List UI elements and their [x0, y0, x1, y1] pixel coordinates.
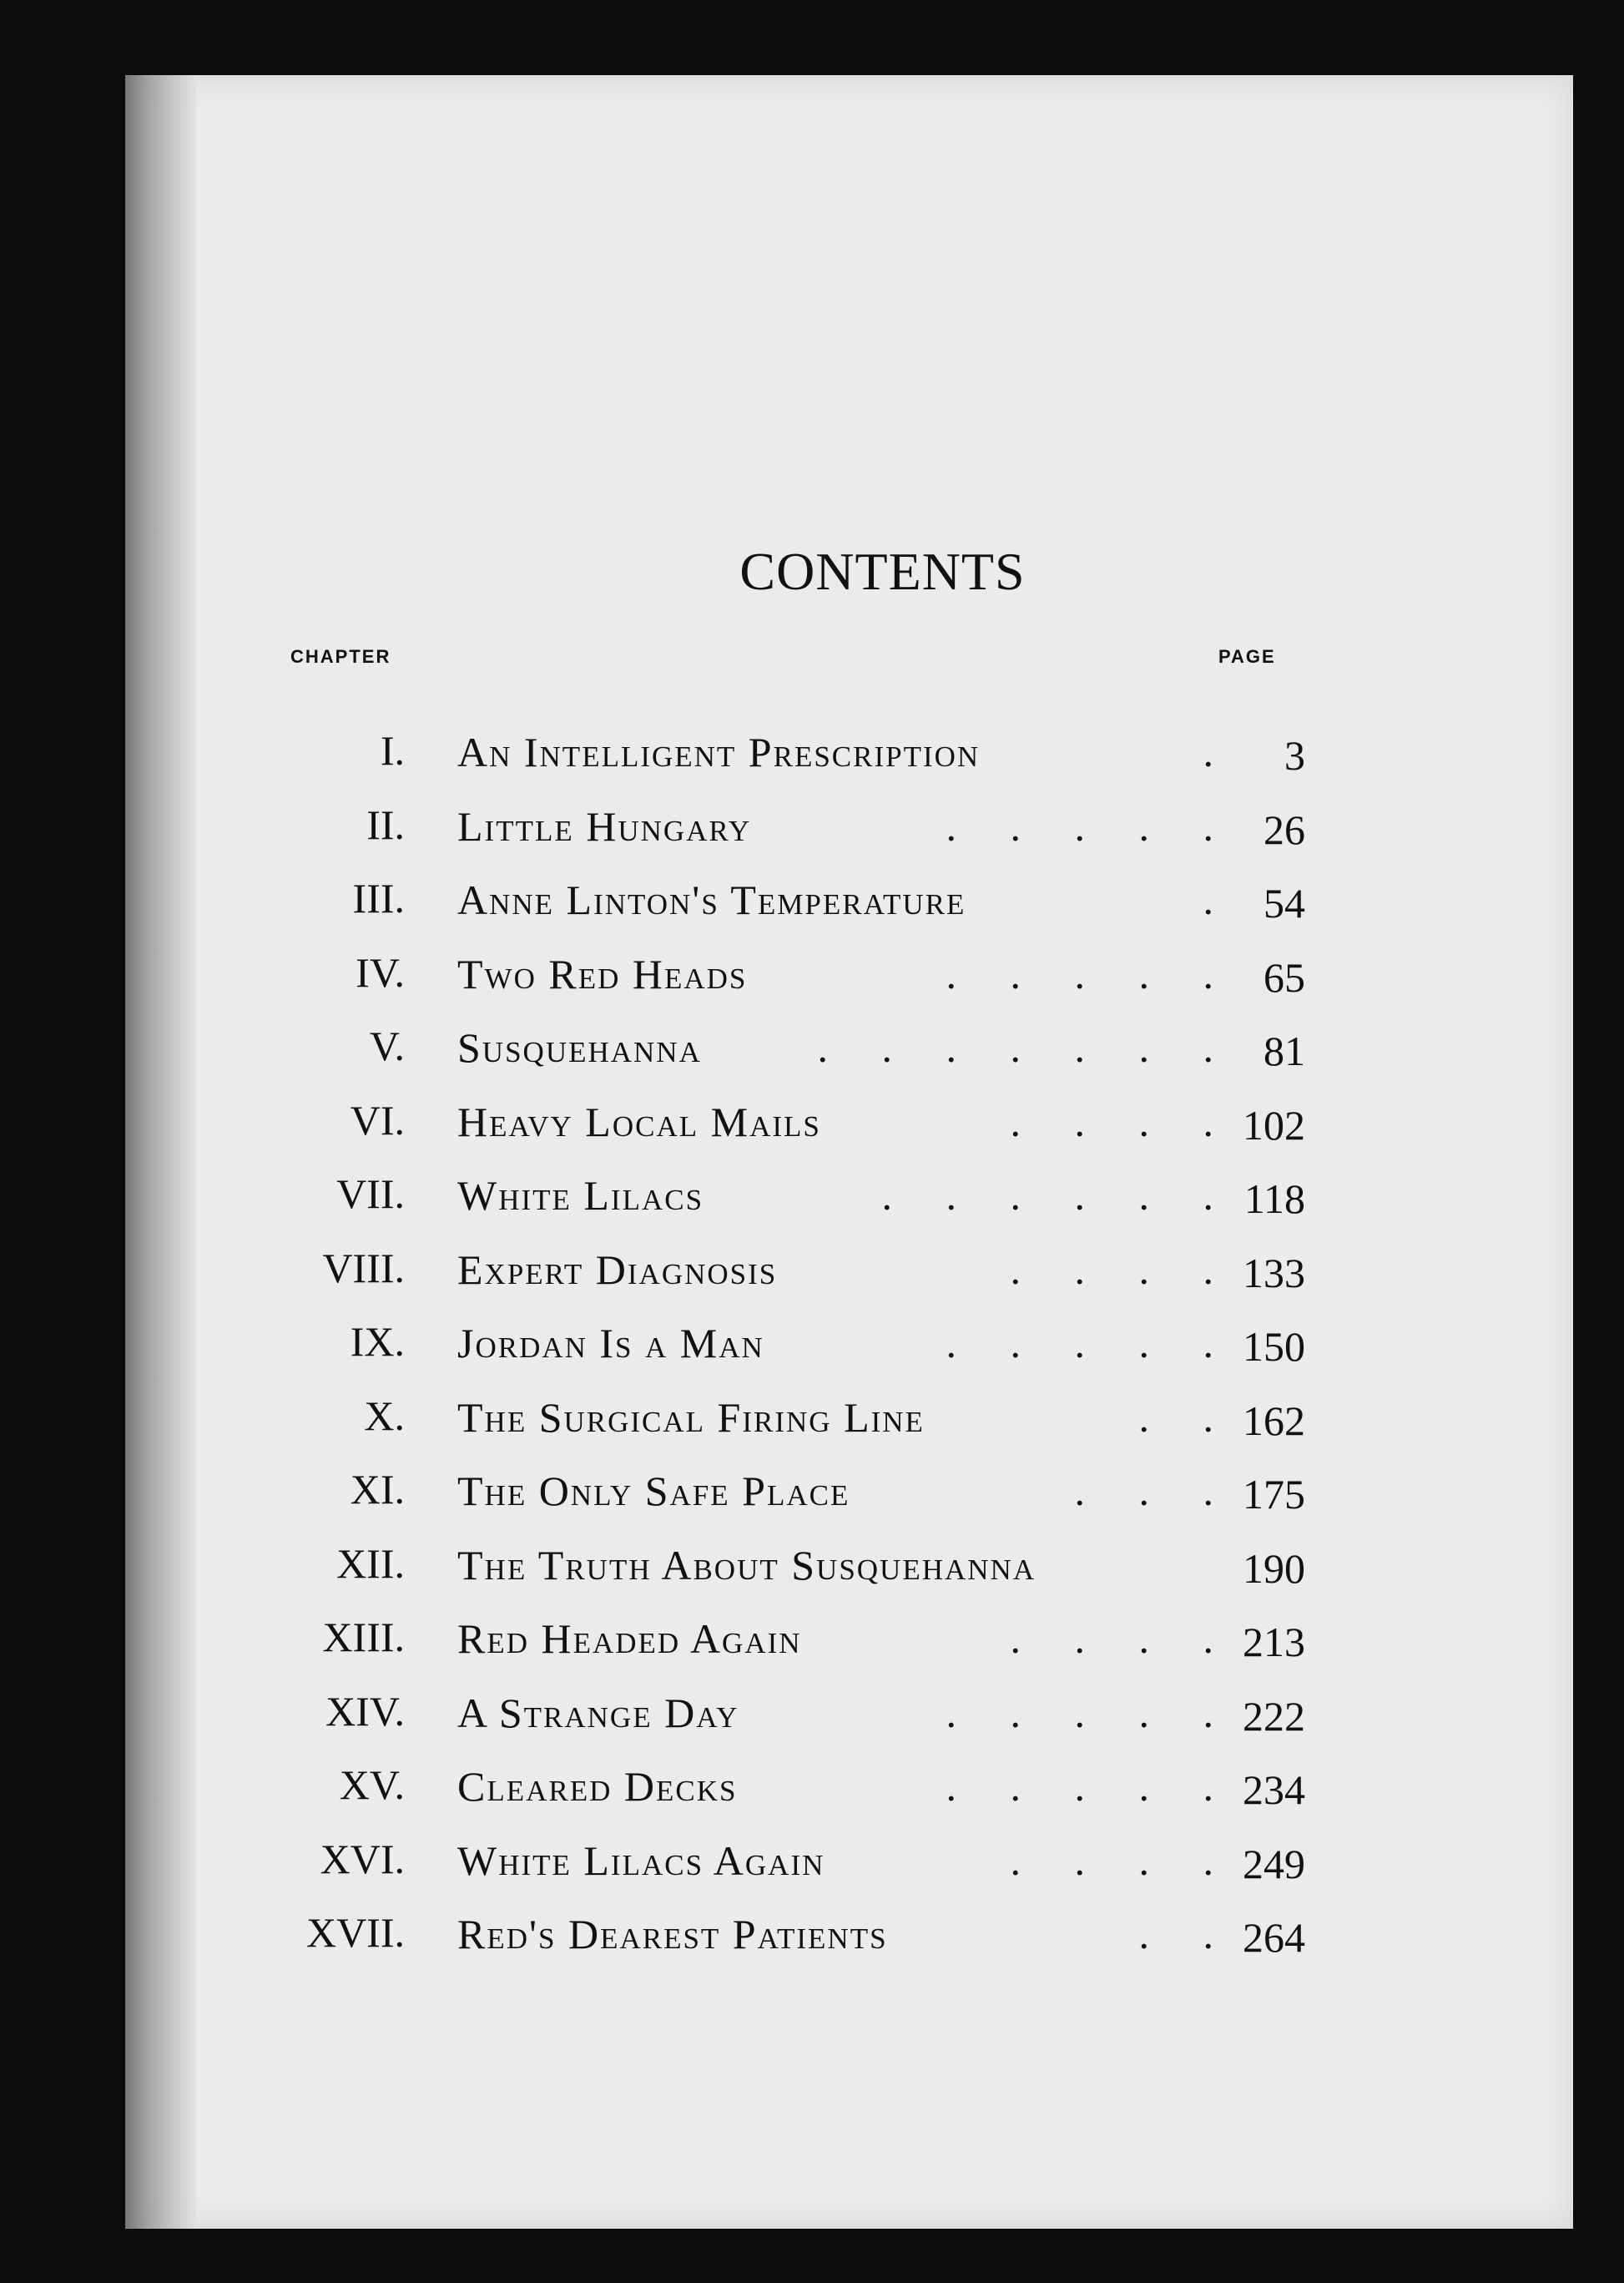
- dot-leader: .: [1203, 729, 1235, 775]
- page-number: 150: [1243, 1323, 1305, 1370]
- dot-leader: . . . .: [1010, 1836, 1235, 1884]
- chapter-title: White Lilacs: [457, 1172, 704, 1219]
- page-number: 81: [1263, 1028, 1305, 1074]
- page-number: 118: [1243, 1175, 1305, 1222]
- chapter-number: IX.: [350, 1318, 405, 1365]
- chapter-title: Two Red Heads: [457, 950, 748, 998]
- chapter-title: The Surgical Firing Line: [457, 1393, 925, 1441]
- dot-leader: . .: [1138, 1911, 1235, 1957]
- toc-entry: [125, 1096, 1573, 1163]
- chapter-title: Heavy Local Mails: [457, 1098, 821, 1145]
- chapter-title: Cleared Decks: [457, 1763, 738, 1810]
- page-number: 264: [1243, 1914, 1305, 1961]
- chapter-title: The Only Safe Place: [457, 1467, 850, 1514]
- toc-entry: [125, 1908, 1573, 1975]
- page-number: 133: [1243, 1249, 1305, 1296]
- page-number: 222: [1243, 1692, 1305, 1740]
- page-number: 190: [1243, 1544, 1305, 1592]
- toc-entry: [125, 1317, 1573, 1384]
- toc-entry: [125, 1760, 1573, 1827]
- chapter-title: White Lilacs Again: [457, 1836, 825, 1884]
- toc-entry: [125, 1244, 1573, 1311]
- contents-title-text: CONTENTS: [739, 542, 1026, 601]
- contents-title: [125, 541, 1573, 603]
- book-page: [125, 75, 1573, 2229]
- toc-entry: [125, 1539, 1573, 1606]
- chapter-column-header: CHAPTER: [290, 646, 391, 667]
- dot-leader: . . .: [1074, 1467, 1235, 1514]
- chapter-number: VII.: [336, 1170, 405, 1217]
- chapter-title: Susquehanna: [457, 1024, 702, 1071]
- page-number: 249: [1243, 1840, 1305, 1887]
- chapter-title: Jordan Is a Man: [457, 1320, 764, 1366]
- dot-leader: .: [1203, 876, 1235, 923]
- chapter-title: The Truth About Susquehanna: [457, 1541, 1036, 1589]
- dot-leader: . . . . .: [946, 950, 1235, 998]
- dot-leader: . . . . .: [946, 1320, 1235, 1366]
- dot-leader: . . . . . .: [881, 1172, 1235, 1219]
- dot-leader: . . . .: [1010, 1245, 1235, 1293]
- toc-entry: [125, 1613, 1573, 1679]
- chapter-title: A Strange Day: [457, 1689, 739, 1736]
- toc-entry: [125, 1022, 1573, 1088]
- chapter-title: Expert Diagnosis: [457, 1245, 778, 1293]
- toc-entry: [125, 801, 1573, 867]
- toc-entry: [125, 948, 1573, 1015]
- dot-leader: . . . .: [1010, 1098, 1235, 1145]
- page-number: 213: [1243, 1619, 1305, 1665]
- chapter-title: Red Headed Again: [457, 1615, 802, 1662]
- page-number: 54: [1263, 880, 1305, 927]
- page-number: 175: [1243, 1471, 1305, 1518]
- toc-entry: [125, 726, 1573, 793]
- page-number: 65: [1263, 953, 1305, 1001]
- chapter-number: IV.: [356, 948, 405, 996]
- chapter-number: VI.: [350, 1096, 405, 1144]
- page-column-header: PAGE: [1218, 646, 1276, 667]
- chapter-number: XII.: [336, 1539, 405, 1587]
- dot-leader: . . . . .: [946, 1763, 1235, 1810]
- page-number: 102: [1243, 1101, 1305, 1149]
- chapter-title: An Intelligent Prescription: [457, 729, 981, 775]
- chapter-number: X.: [364, 1392, 405, 1439]
- page-number: 26: [1263, 806, 1305, 853]
- chapter-number: II.: [366, 801, 405, 848]
- toc-entry: [125, 1687, 1573, 1754]
- chapter-number: XI.: [350, 1466, 405, 1513]
- page-number: 3: [1284, 732, 1305, 779]
- chapter-number: XVI.: [320, 1835, 405, 1882]
- chapter-title: Anne Linton's Temperature: [457, 876, 966, 923]
- chapter-number: XVII.: [305, 1909, 405, 1956]
- chapter-number: VIII.: [322, 1244, 405, 1291]
- chapter-title: Little Hungary: [457, 802, 752, 850]
- toc-entry: [125, 874, 1573, 941]
- chapter-number: III.: [352, 875, 405, 922]
- chapter-number: V.: [369, 1023, 405, 1069]
- dot-leader: . . . . . . .: [817, 1024, 1235, 1071]
- toc-entry: [125, 1835, 1573, 1902]
- page-number: 162: [1243, 1397, 1305, 1444]
- chapter-number: XIV.: [325, 1687, 405, 1735]
- page-number: 234: [1243, 1766, 1305, 1813]
- chapter-title: Red's Dearest Patients: [457, 1911, 888, 1957]
- dot-leader: . . . . .: [946, 802, 1235, 850]
- toc-entry: [125, 1392, 1573, 1458]
- toc-entry: [125, 1169, 1573, 1236]
- dot-leader: . . . . .: [946, 1689, 1235, 1736]
- chapter-number: XIII.: [322, 1614, 405, 1660]
- chapter-number: XV.: [339, 1761, 405, 1808]
- toc-entry: [125, 1465, 1573, 1532]
- dot-leader: . .: [1138, 1393, 1235, 1441]
- chapter-number: I.: [380, 727, 405, 774]
- dot-leader: . . . .: [1010, 1615, 1235, 1662]
